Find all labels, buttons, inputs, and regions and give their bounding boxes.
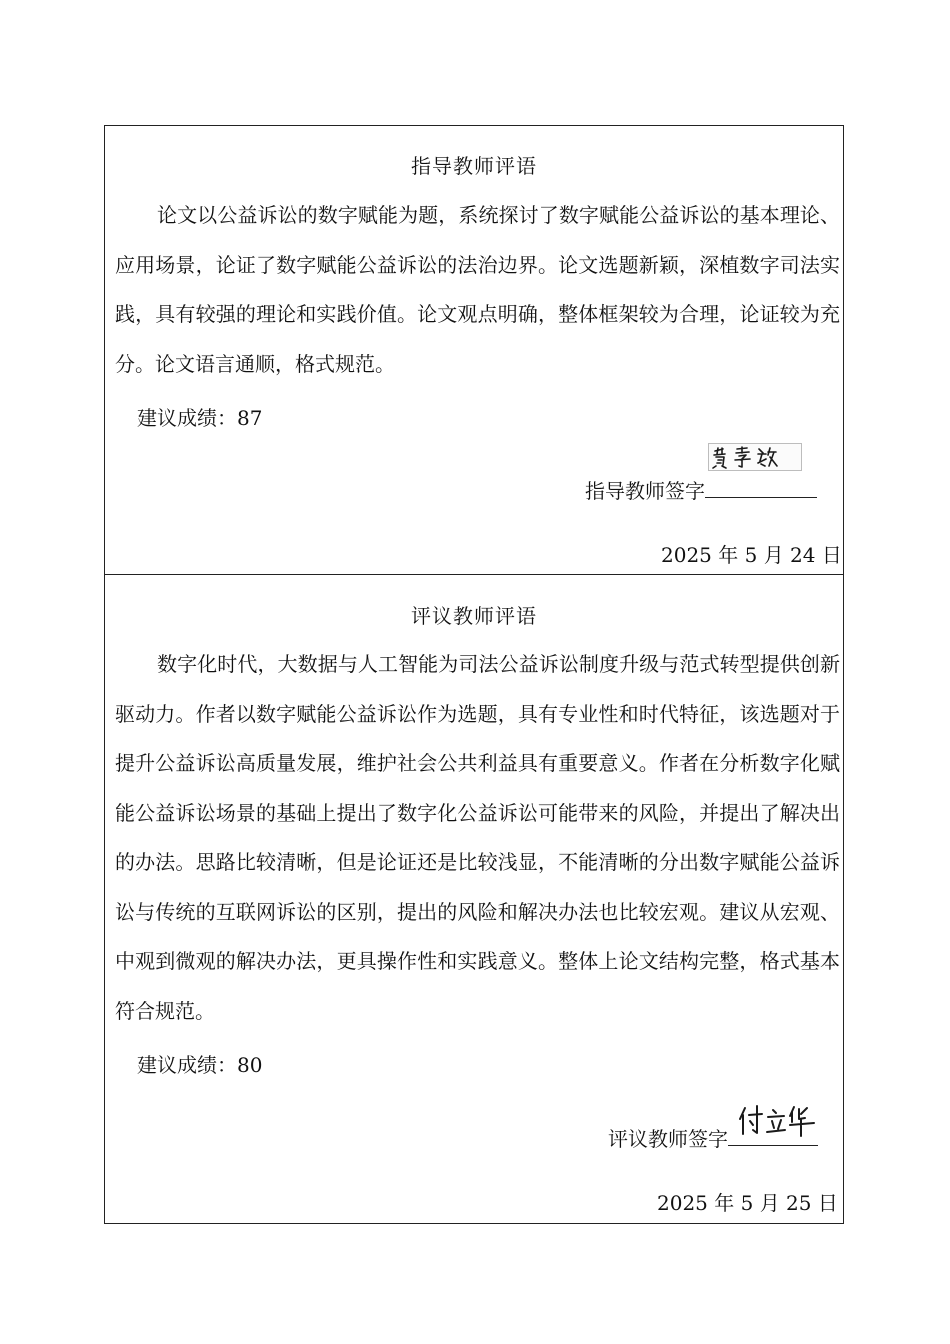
advisor-date: 2025 年 5 月 24 日 xyxy=(661,543,842,567)
advisor-signature-row xyxy=(585,475,817,504)
advisor-heading: 指导教师评语 xyxy=(411,154,537,178)
reviewer-grade: 建议成绩：80 xyxy=(137,1053,263,1077)
advisor-signature-image xyxy=(708,443,802,471)
reviewer-comment-section xyxy=(105,575,843,1223)
advisor-comment-section xyxy=(105,126,843,575)
handwritten-signature-icon xyxy=(736,1103,818,1139)
advisor-sign-label: 指导教师签字 xyxy=(585,479,705,503)
advisor-grade: 建议成绩：87 xyxy=(137,406,263,430)
advisor-comment-text: 论文以公益诉讼的数字赋能为题，系统探讨了数字赋能公益诉讼的基本理论、应用场景，论证了数字赋能公益诉讼的法治边界。论文选题新颖，深植数字司法实践，具有较强的理论和实践价值。论文观点明确，整体框架较为合理，论证较为充分。论文语言通顺，格式规范。 xyxy=(115,203,840,376)
evaluation-form xyxy=(104,125,844,1224)
reviewer-date: 2025 年 5 月 25 日 xyxy=(657,1191,838,1215)
reviewer-heading: 评议教师评语 xyxy=(411,604,537,628)
reviewer-signature-line xyxy=(728,1123,818,1146)
reviewer-comment-text: 数字化时代，大数据与人工智能为司法公益诉讼制度升级与范式转型提供创新驱动力。作者以数字赋能公益诉讼作为选题，具有专业性和时代特征，该选题对于提升公益诉讼高质量发展，维护社会公共利益具有重要意义。作者在分析数字化赋能公益诉讼场景的基础上提出了数字化公益诉讼可能带来的风险，并提出了解决出的办法。思路比较清晰，但是论证还是比较浅显，不能清晰的分出数字赋能公益诉讼与传统的互联网诉讼的区别，提出的风险和解决办法也比较宏观。建议从宏观、中观到微观的解决办法，更具操作性和实践意义。整体上论文结构完整，格式基本符合规范。 xyxy=(115,652,840,1023)
handwritten-signature-icon xyxy=(709,444,801,470)
advisor-signature-line xyxy=(705,475,817,498)
reviewer-signature-row xyxy=(608,1123,818,1152)
reviewer-sign-label: 评议教师签字 xyxy=(608,1127,728,1151)
